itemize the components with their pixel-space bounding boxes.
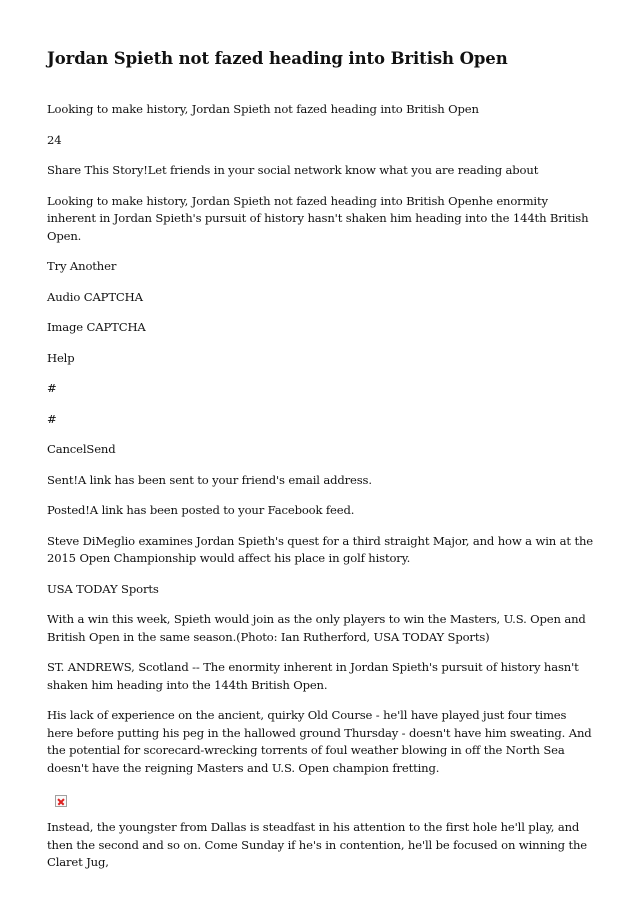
document-page bbox=[47, 48, 595, 885]
broken-image-icon bbox=[55, 795, 67, 807]
intro-paragraph: Looking to make history, Jordan Spieth not fazed heading into British Openhe enormity inherent in Jordan Spieth's pursuit of history hasn't shaken him heading into the 144th British Open. bbox=[47, 193, 589, 243]
try-another-link[interactable]: Try Another bbox=[47, 259, 117, 273]
help-link[interactable]: Help bbox=[47, 350, 75, 365]
video-caption: Steve DiMeglio examines Jordan Spieth's quest for a third straight Major, and how a win at the 2015 Open Championship would affect his place in golf history. bbox=[47, 533, 594, 565]
photo-caption: With a win this week, Spieth would join as the only players to win the Masters, U.S. Open and British Open in the same season.(Photo: Ian Rutherford, USA TODAY Sports) bbox=[47, 612, 586, 644]
video-credit: USA TODAY Sports bbox=[47, 581, 159, 596]
subtitle-text: Looking to make history, Jordan Spieth not fazed heading into British Open bbox=[47, 102, 479, 116]
hash-link-2[interactable]: # bbox=[47, 411, 57, 426]
page-title: Jordan Spieth not fazed heading into British Open bbox=[47, 49, 508, 68]
audio-captcha-link[interactable]: Audio CAPTCHA bbox=[47, 289, 143, 304]
share-story-text: Share This Story!Let friends in your social network know what you are reading about bbox=[47, 163, 539, 177]
share-count: 24 bbox=[47, 132, 62, 147]
image-captcha-link[interactable]: Image CAPTCHA bbox=[47, 320, 146, 334]
body-paragraph: ST. ANDREWS, Scotland -- The enormity inherent in Jordan Spieth's pursuit of history hasn't shaken him heading into the 144th British Open. bbox=[47, 660, 579, 692]
sent-confirmation: Sent!A link has been sent to your friend's email address. bbox=[47, 472, 372, 487]
cancel-send-text[interactable]: CancelSend bbox=[47, 442, 116, 456]
body-paragraph: Instead, the youngster from Dallas is steadfast in his attention to the first hole he'll play, and then the second and so on. Come Sunday if he's in contention, he'll be focused on winning the Claret Jug, bbox=[47, 820, 587, 869]
body-paragraph: His lack of experience on the ancient, quirky Old Course - he'll have played just four times here before putting his peg in the hallowed ground Thursday - doesn't have him sweating. And the potential for scorecard-wrecking torrents of foul weather blowing in off the North Sea doesn't have the reigning Masters and U.S. Open champion fretting. bbox=[47, 708, 592, 775]
hash-link-1[interactable]: # bbox=[47, 381, 57, 395]
posted-confirmation: Posted!A link has been posted to your Facebook feed. bbox=[47, 503, 355, 517]
